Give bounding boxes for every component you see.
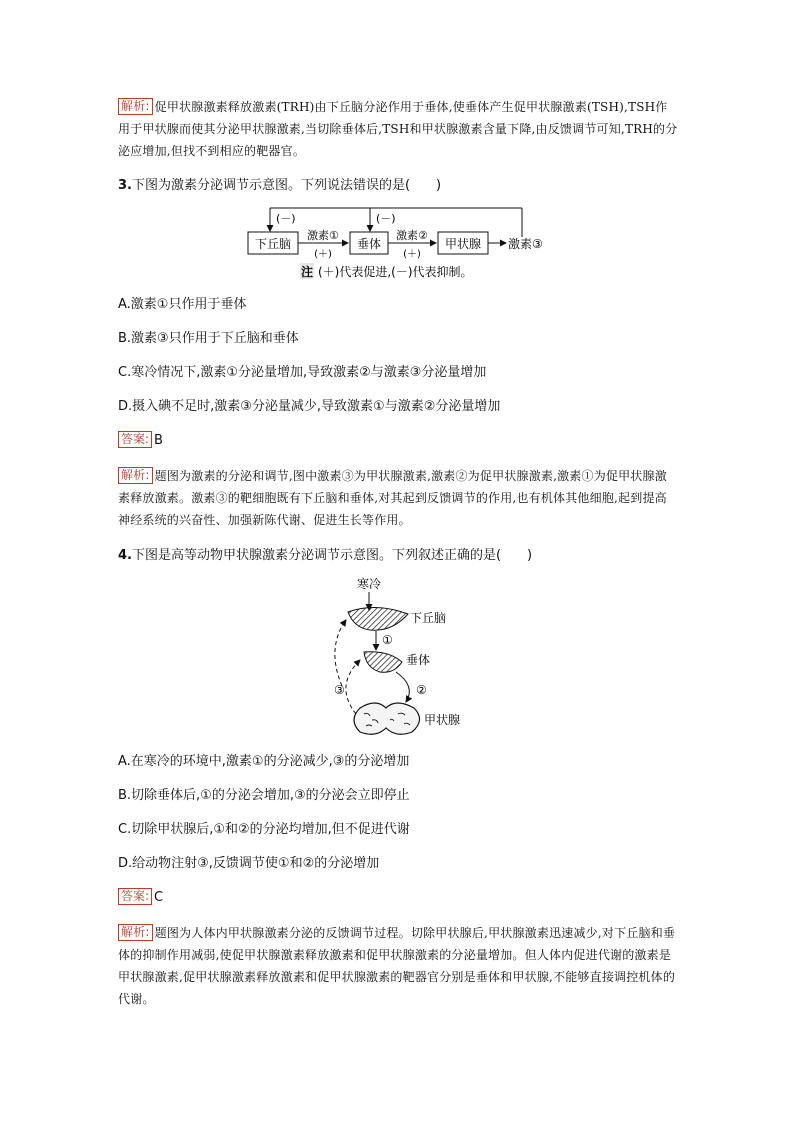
analysis-tag: 解析: [118,467,153,484]
q4-option-c: C.切除甲状腺后,①和②的分泌均增加,但不促进代谢 [118,822,410,837]
answer-value: C [154,890,164,905]
hypothalamus-shape [348,607,408,630]
analysis-text: 促甲状腺激素释放激素(TRH)由下丘脑分泌作用于垂体,使垂体产生促甲状腺激素(TSH),TSH作用于甲状腺而使其分泌甲状腺激素,当切除垂体后,TSH和甲状腺激素含量下降,由反馈调节可知,TRH的分泌应增加,但找不到相应的靶器官。 [118,100,678,158]
thyroid-label: 甲状腺 [444,237,482,251]
thyroid-label: 甲状腺 [424,713,461,727]
question-number: 3. [118,178,132,193]
q3-option-c: C.寒冷情况下,激素①分泌量增加,导致激素②与激素③分泌量增加 [118,365,487,380]
analysis-text: 题图为激素的分泌和调节,图中激素③为甲状腺激素,激素②为促甲状腺激素,激素①为促甲状腺激素释放激素。激素③的靶细胞既有下丘脑和垂体,对其起到反馈调节的作用,也有机体其他细胞,起到提高神经系统的兴奋性、加强新陈代谢、促进生长等作用。 [118,469,667,527]
pos-label-1: (＋) [314,249,332,260]
analysis-tag: 解析: [118,924,153,941]
neg-label-2: (－) [376,212,396,225]
neg-label-1: (－) [276,212,296,225]
hormone-1-label: 激素① [307,229,339,242]
hormone-3-label: 激素③ [508,237,543,251]
q4-stem [118,544,678,567]
note-label: 注 [301,265,314,279]
q3-option-b: B.激素③只作用于下丘脑和垂体 [118,331,299,346]
answer-tag: 答案: [118,431,152,448]
pituitary-label: 垂体 [406,653,431,667]
answer-tag: 答案: [118,888,152,905]
hormone-2-label: 激素② [396,229,428,242]
q4-option-d: D.给动物注射③,反馈调节使①和②的分泌增加 [118,856,380,871]
cold-label: 寒冷 [356,577,382,591]
q3-option-d: D.摄入碘不足时,激素③分泌量减少,导致激素①与激素②分泌量增加 [118,399,501,414]
q2-analysis [118,96,678,162]
note-text: (＋)代表促进,(－)代表抑制。 [318,265,473,279]
label-2: ② [416,683,427,697]
hypothalamus-label: 下丘脑 [254,237,292,251]
label-3: ③ [334,683,345,697]
question-text: 下图是高等动物甲状腺激素分泌调节示意图。下列叙述正确的是( ) [131,548,533,563]
q4-option-a: A.在寒冷的环境中,激素①的分泌减少,③的分泌增加 [118,754,410,769]
q4-answer [118,888,163,908]
q4-option-b: B.切除垂体后,①的分泌会增加,③的分泌会立即停止 [118,788,410,803]
analysis-text: 题图为人体内甲状腺激素分泌的反馈调节过程。切除甲状腺后,甲状腺激素迅速减少,对下丘脑和垂体的抑制作用减弱,使促甲状腺激素释放激素和促甲状腺激素的分泌量增加。但人体内促进代谢的激素是甲状腺激素,促甲状腺激素释放激素和促甲状腺激素的靶器官分别是垂体和甲状腺,不能够直接调控机体的代谢。 [118,926,676,1006]
pos-label-2: (＋) [403,249,421,260]
q3-answer [118,431,163,451]
pituitary-shape [364,652,402,673]
answer-value: B [154,433,163,448]
pituitary-label: 垂体 [356,237,382,251]
question-number: 4. [118,548,132,563]
q3-regulation-diagram [240,202,550,284]
q3-analysis [118,465,678,531]
q3-stem [118,174,678,197]
label-1: ① [382,633,393,647]
question-text: 下图为激素分泌调节示意图。下列说法错误的是( ) [131,178,442,193]
analysis-tag: 解析: [118,98,153,115]
q4-thyroid-diagram [320,574,480,744]
thyroid-shape [354,703,420,734]
q4-analysis [118,922,678,1010]
q3-option-a: A.激素①只作用于垂体 [118,297,247,312]
hypothalamus-label: 下丘脑 [410,611,447,625]
